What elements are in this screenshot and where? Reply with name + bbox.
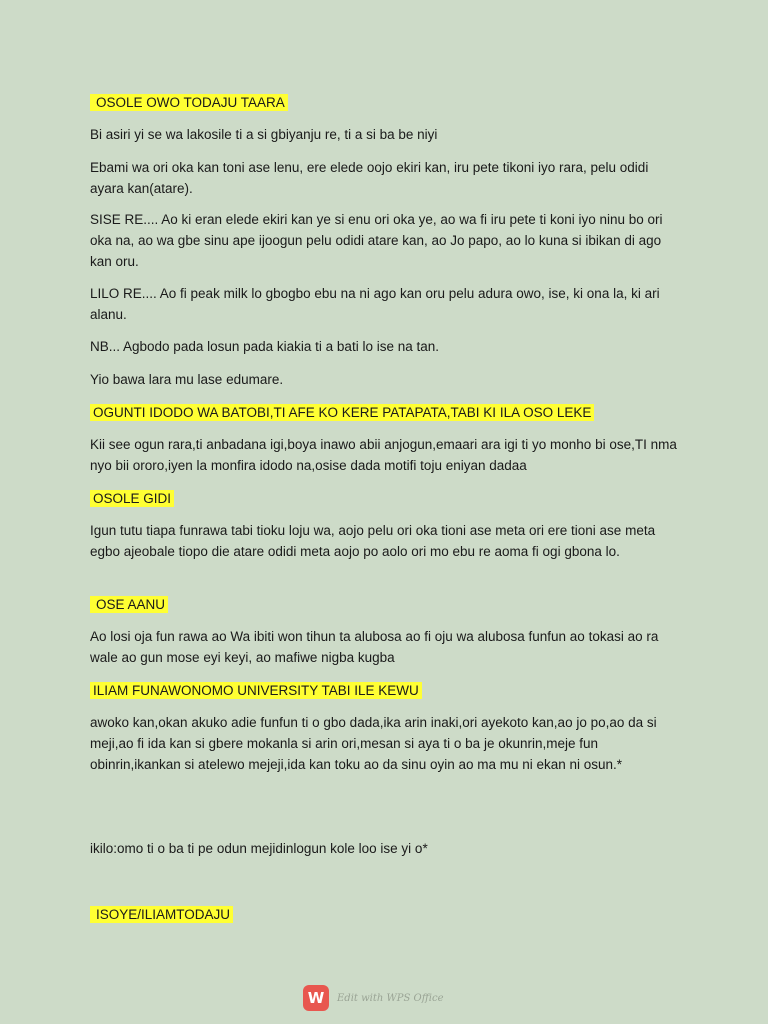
heading-highlight: OGUNTI IDODO WA BATOBI,TI AFE KO KERE PATAPATA,TABI KI ILA OSO LEKE <box>90 404 594 421</box>
wps-watermark <box>303 985 444 1011</box>
wps-logo-icon: W <box>303 985 329 1011</box>
paragraph-intro: Bi asiri yi se wa lakosile ti a si gbiyanju re, ti a si ba be niyi <box>90 127 438 142</box>
paragraph-closing: Yio bawa lara mu lase edumare. <box>90 372 284 387</box>
paragraph-sise-re: SISE RE.... Ao ki eran elede ekiri kan ye si enu ori oka ye, ao wa fi iru pete ti koni iyo ninu bo ori oka na, ao wa gbe sinu ape ijoogun pelu odidi atare kan, ao Jo papo, ao lo kuna si ibikan di ago kan oru. <box>90 212 663 269</box>
paragraph-ingredients: Ebami wa ori oka kan toni ase lenu, ere elede oojo ekiri kan, iru pete tikoni iyo rara, pelu odidi ayara kan(atare). <box>90 160 649 196</box>
heading-osole-owo <box>90 92 685 113</box>
paragraph-idodo: Kii see ogun rara,ti anbadana igi,boya inawo abii anjogun,emaari ara igi ti yo monho bi ose,TI nma nyo bii ororo,iyen la monfira idodo na,osise dada motifi toju eniyan dadaa <box>90 437 677 473</box>
heading-highlight: OSOLE GIDI <box>90 490 174 507</box>
paragraph-ose-aanu: Ao losi oja fun rawa ao Wa ibiti won tihun ta alubosa ao fi oju wa alubosa funfun ao tokasi ao ra wale ao gun mose eyi keyi, ao mafiwe nigba kugba <box>90 629 659 665</box>
paragraph-osole-gidi: Igun tutu tiapa funrawa tabi tioku loju wa, aojo pelu ori oka tioni ase meta ori ere tioni ase meta egbo ajeobale tiopo die atare odidi meta aojo po aolo ori mo ebu re aoma fi ogi gbona lo. <box>90 523 656 559</box>
heading-highlight: ILIAM FUNAWONOMO UNIVERSITY TABI ILE KEWU <box>90 682 422 699</box>
paragraph-lilo-re: LILO RE.... Ao fi peak milk lo gbogbo ebu na ni ago kan oru pelu adura owo, ise, ki ona la, ki ari alanu. <box>90 286 660 322</box>
paragraph-warning: ikilo:omo ti o ba ti pe odun mejidinlogun kole loo ise yi o* <box>90 841 428 856</box>
heading-ose-aanu <box>90 594 685 615</box>
heading-highlight: OSE AANU <box>90 596 168 613</box>
heading-iliam-university <box>90 680 685 701</box>
heading-highlight: OSOLE OWO TODAJU TAARA <box>90 94 288 111</box>
heading-isoye <box>90 904 685 925</box>
heading-ogunti-idodo <box>90 402 685 423</box>
wps-watermark-text: Edit with WPS Office <box>337 992 444 1004</box>
heading-osole-gidi <box>90 488 685 509</box>
paragraph-note: NB... Agbodo pada losun pada kiakia ti a bati lo ise na tan. <box>90 339 439 354</box>
paragraph-iliam: awoko kan,okan akuko adie funfun ti o gbo dada,ika arin inaki,ori ayekoto kan,ao jo po,ao da si meji,ao fi ida kan si gbere mokanla si arin ori,mesan si aya ti o ba je okunrin,meje fun obinrin,ikankan si atelewo mejeji,ida kan toku ao da sinu oyin ao ma mu ni ekan ni osun.* <box>90 715 657 772</box>
heading-highlight: ISOYE/ILIAMTODAJU <box>90 906 233 923</box>
